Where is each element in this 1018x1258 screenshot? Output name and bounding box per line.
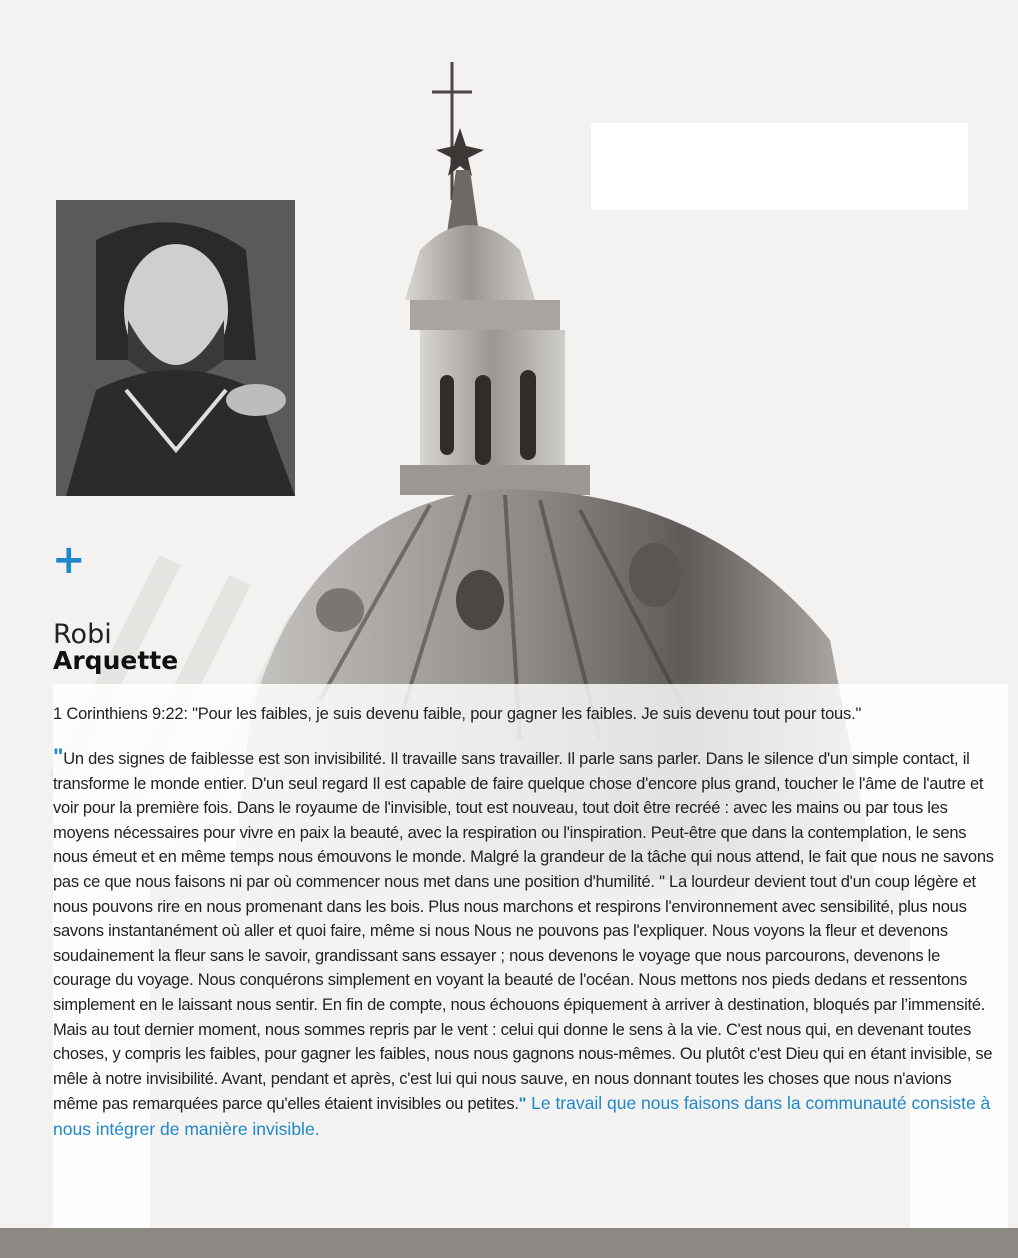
open-quote-mark: " bbox=[53, 744, 64, 769]
quote-text: Un des signes de faiblesse est son invisibilité. Il travaille sans travailler. Il parle sans parler. Dans le silence d'un simple contact, il transforme le monde entier. D'un seul regard Il est capable de faire quelque chose d'encore plus grand, toucher le l'âme de l'autre et voir pour la première fois. Dans le royaume de l'invisible, tout est nouveau, tout doit être recréé : avec les mains ou par tous les moyens nécessaires pour vivre en paix la beauté, avec la respiration ou l'inspiration. Peut-être que dans la contemplation, le sens nous émeut et en même temps nous émouvons le monde. Malgré la grandeur de la tâche qui nous attend, le fait que nous ne savons pas ce que nous faisons ni par où commencer nous met dans une position d'humilité. " La lourdeur devient tout d'un coup légère et nous pouvons rire en nous promenant dans les bois. Plus nous marchons et respirons l'environnement avec sensibilité, plus nous savons instantanément où aller et quoi faire, même si nous Nous ne pouvons pas l'expliquer. Nous voyons la fleur et devenons soudainement la fleur sans le savoir, grandissant sans essayer ; nous devenons le voyage que nous parcourons, devenons le courage du voyage. Nous conquérons simplement en voyant la beauté de l'océan. Nous mettons nos pieds dedans et ressentons simplement en le laissant nous sentir. En fin de compte, nous échouons épiquement à arriver à destination, bloqués par l’immensité. Mais au tout dernier moment, nous sommes repris par le vent : celui qui donne le sens à la vie. C'est nous qui, en devenant toutes choses, y compris les faibles, pour gagner les faibles, nous nous gagnons nous-mêmes. Ou plutôt c'est Dieu qui en étant invisible, se mêle à notre invisibilité. Avant, pendant et après, c'est lui qui nous sauve, en nous donnant toutes les choses que nous n'avions même pas remarquées parce qu'elles étaient invisibles ou petites. bbox=[53, 750, 994, 1114]
close-quote-mark: " bbox=[518, 1095, 527, 1114]
author-first-name: Robi bbox=[53, 619, 112, 650]
expand-plus-icon[interactable]: + bbox=[52, 537, 86, 583]
author-last-name: Arquette bbox=[53, 646, 179, 675]
top-white-box bbox=[591, 123, 968, 210]
portrait-image bbox=[56, 200, 295, 496]
author-portrait bbox=[56, 200, 295, 496]
bible-verse: 1 Corinthiens 9:22: "Pour les faibles, je suis devenu faible, pour gagner les faibles. Je suis devenu tout pour tous." bbox=[53, 705, 862, 723]
quote-highlight: Le travail que nous faisons dans la communauté consiste à nous intégrer de manière invisible. bbox=[53, 1093, 991, 1139]
quote-body bbox=[53, 745, 998, 1143]
